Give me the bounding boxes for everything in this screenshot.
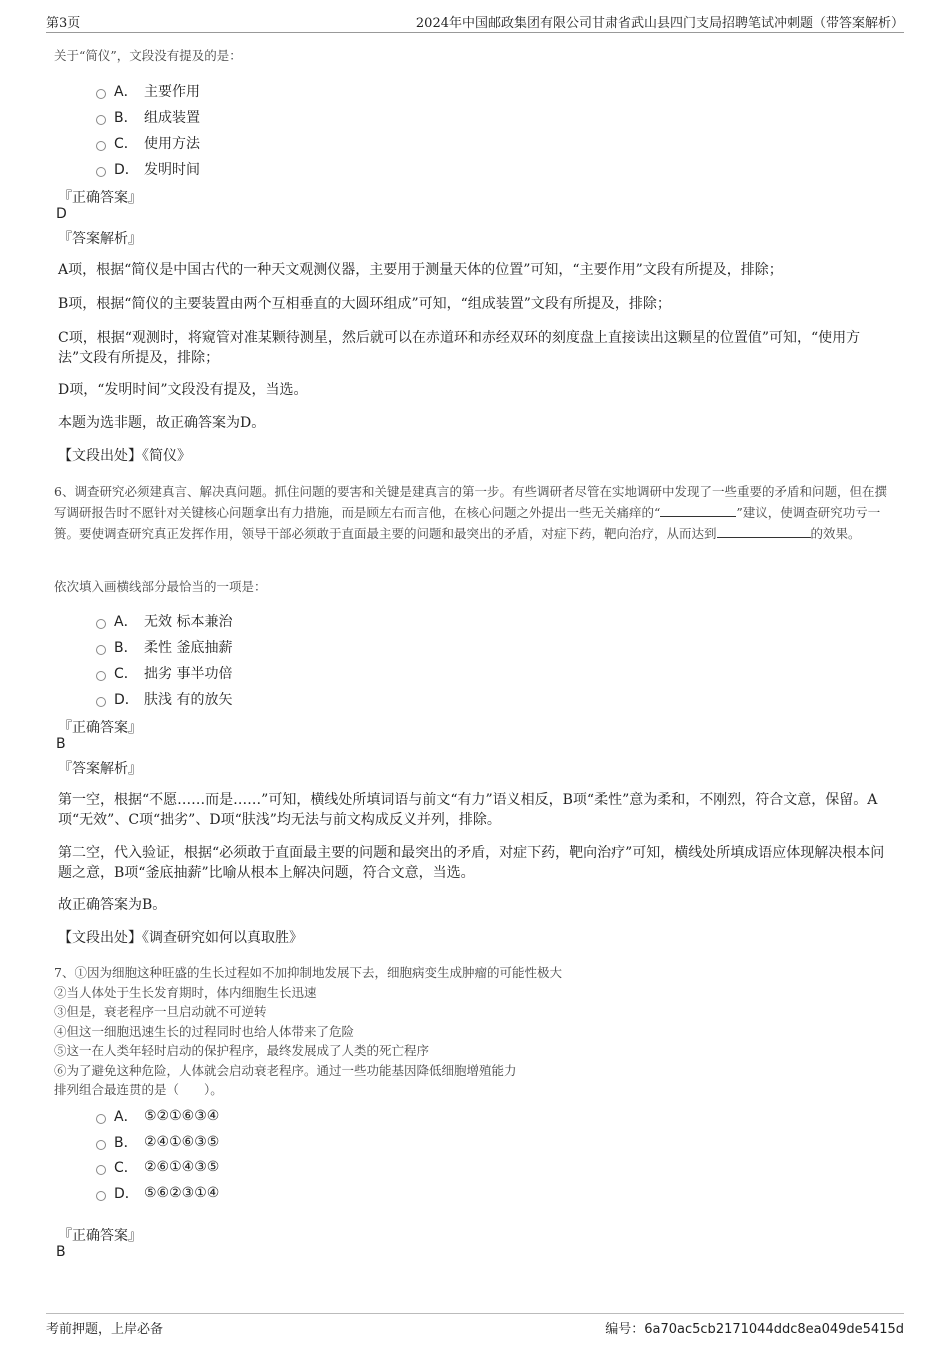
- q5-analysis-c: C项，根据“观测时，将窥管对准某颗待测星，然后就可以在赤道环和赤经双环的刻度盘上直接读出这颗星的位置值”可知，“使用方法”文段有所提及，排除；: [58, 330, 861, 366]
- option-text: 组成装置: [144, 110, 200, 126]
- q7-answer-label: 『正确答案』: [58, 1228, 142, 1244]
- q6-option-d[interactable]: [96, 688, 232, 710]
- q5-option-a[interactable]: [96, 80, 200, 102]
- page-header: [46, 10, 904, 33]
- option-text: 主要作用: [144, 84, 200, 100]
- radio-icon[interactable]: [96, 115, 106, 125]
- option-text: 无效 标本兼治: [144, 614, 233, 630]
- option-text: ⑤②①⑥③④: [144, 1108, 220, 1124]
- option-text: 拙劣 事半功倍: [144, 666, 233, 682]
- q6-stem: [54, 482, 894, 544]
- radio-icon[interactable]: [96, 1140, 106, 1150]
- q7-line-4: ④但这一细胞迅速生长的过程同时也给人体带来了危险: [54, 1023, 355, 1039]
- q7-line-6: ⑥为了避免这种危险，人体就会启动衰老程序。通过一些功能基因降低细胞增殖能力: [54, 1062, 517, 1078]
- page-number: 第3页: [46, 15, 81, 31]
- q6-answer: B: [56, 736, 66, 752]
- q6-conclusion: 故正确答案为B。: [58, 897, 167, 913]
- q7-line-3: ③但是，衰老程序一旦启动就不可逆转: [54, 1004, 267, 1019]
- q5-analysis-d: D项，“发明时间”文段没有提及，当选。: [58, 382, 308, 398]
- q6-analysis-blank-2: 第二空，代入验证，根据“必须敢于直面最主要的问题和最突出的矛盾，对症下药，靶向治疗”可知，横线处所填成语应体现解决根本问题之意，B项“釜底抽薪”比喻从根本上解决问题，符合文意，当选。: [58, 845, 885, 881]
- option-text: 使用方法: [144, 136, 200, 152]
- option-text: ②⑥①④③⑤: [144, 1159, 220, 1175]
- q5-source: 【文段出处】《简仪》: [58, 448, 191, 464]
- q5-answer-label: 『正确答案』: [58, 190, 142, 206]
- option-letter: A．: [114, 1109, 138, 1125]
- page-footer: [46, 1313, 904, 1338]
- q7-stem: [54, 963, 562, 1100]
- q6-blank-1: [660, 502, 736, 517]
- option-letter: C．: [114, 136, 138, 152]
- q7-option-d[interactable]: [96, 1182, 219, 1204]
- option-letter: D．: [114, 162, 139, 178]
- option-text: ②④①⑥③⑤: [144, 1134, 220, 1150]
- q7-option-c[interactable]: [96, 1156, 219, 1178]
- q6-option-c[interactable]: [96, 662, 232, 684]
- radio-icon[interactable]: [96, 697, 106, 707]
- q6-analysis-label: 『答案解析』: [58, 761, 142, 777]
- option-letter: D．: [114, 692, 139, 708]
- code-value: 6a70ac5cb2171044ddc8ea049de5415d: [644, 1322, 904, 1337]
- q5-analysis-a: A项，根据“简仪是中国古代的一种天文观测仪器，主要用于测量天体的位置”可知，“主要作用”文段有所提及，排除；: [58, 262, 783, 278]
- radio-icon[interactable]: [96, 89, 106, 99]
- option-text: 发明时间: [144, 162, 200, 178]
- q7-line-5: ⑤这一在人类年轻时启动的保护程序，最终发展成了人类的死亡程序: [54, 1043, 430, 1058]
- radio-icon[interactable]: [96, 1191, 106, 1201]
- option-letter: C．: [114, 1160, 138, 1176]
- option-letter: C．: [114, 666, 138, 682]
- radio-icon[interactable]: [96, 141, 106, 151]
- option-letter: A．: [114, 84, 138, 100]
- option-text: 肤浅 有的放矢: [144, 692, 233, 708]
- q7-line-1: 7、①因为细胞这种旺盛的生长过程如不加抑制地发展下去，细胞病变生成肿瘤的可能性极大: [54, 965, 562, 980]
- q5-option-b[interactable]: [96, 106, 200, 128]
- q5-analysis-b: B项，根据“简仪的主要装置由两个互相垂直的大圆环组成”可知，“组成装置”文段有所提及，排除；: [58, 296, 671, 312]
- radio-icon[interactable]: [96, 645, 106, 655]
- q7-line-2: ②当人体处于生长发育期时，体内细胞生长迅速: [54, 984, 317, 1000]
- radio-icon[interactable]: [96, 167, 106, 177]
- q6-blank-2: [717, 523, 811, 538]
- q6-analysis-blank-1: 第一空，根据“不愿……而是……”可知，横线处所填词语与前文“有力”语义相反，B项“柔性”意为柔和，不刚烈，符合文意，保留。A项“无效”、C项“拙劣”、D项“肤浅”均无法与前文构成反义并列，排除。: [58, 792, 878, 828]
- footer-slogan: 考前押题，上岸必备: [46, 1322, 164, 1337]
- q5-answer: D: [56, 206, 67, 222]
- radio-icon[interactable]: [96, 671, 106, 681]
- code-label: 编号：: [605, 1322, 645, 1337]
- option-letter: A．: [114, 614, 138, 630]
- q6-stem-part-1: 6、调查研究必须建真言、解决真问题。抓住问题的要害和关键是建真言的第一步。有些调研者尽管在实地调研中发现了一些重要的矛盾和问题，但在撰写调研报告时不愿针对关键核心问题拿出有力措施，而是顾左右而言他，在核心问题之外提出一些无关痛痒的“: [54, 484, 887, 520]
- radio-icon[interactable]: [96, 619, 106, 629]
- option-letter: B．: [114, 110, 138, 126]
- q6-answer-label: 『正确答案』: [58, 720, 142, 736]
- q6-option-a[interactable]: [96, 610, 232, 632]
- q6-stem-part-3: 的效果。: [810, 526, 861, 541]
- option-text: 柔性 釜底抽薪: [144, 640, 233, 656]
- q5-option-d[interactable]: [96, 158, 200, 180]
- q7-prompt: 排列组合最连贯的是（ ）。: [54, 1082, 223, 1097]
- option-text: ⑤⑥②③①④: [144, 1185, 220, 1201]
- q6-prompt: 依次填入画横线部分最恰当的一项是：: [54, 579, 267, 594]
- q6-source: 【文段出处】《调查研究如何以真取胜》: [58, 930, 303, 946]
- radio-icon[interactable]: [96, 1165, 106, 1175]
- option-letter: B．: [114, 1135, 138, 1151]
- option-letter: D．: [114, 1186, 139, 1202]
- q6-option-b[interactable]: [96, 636, 232, 658]
- document-code: [605, 1318, 904, 1338]
- radio-icon[interactable]: [96, 1114, 106, 1124]
- q6-stem-part-2: ”建议，使调查研究功亏一篑。要使调查研究真正发挥作用，领导干部必须敢于直面最主要的问题和最突出的矛盾，对症下药，靶向治疗，从而达到: [54, 505, 881, 541]
- q7-option-b[interactable]: [96, 1131, 219, 1153]
- q5-analysis-label: 『答案解析』: [58, 231, 142, 247]
- option-letter: B．: [114, 640, 138, 656]
- q5-conclusion: 本题为选非题，故正确答案为D。: [58, 415, 266, 431]
- q7-option-a[interactable]: [96, 1105, 219, 1127]
- q5-stem: 关于“简仪”，文段没有提及的是：: [54, 48, 242, 63]
- q5-option-c[interactable]: [96, 132, 200, 154]
- document-title: 2024年中国邮政集团有限公司甘肃省武山县四门支局招聘笔试冲刺题（带答案解析）: [415, 15, 904, 31]
- q7-answer: B: [56, 1244, 66, 1260]
